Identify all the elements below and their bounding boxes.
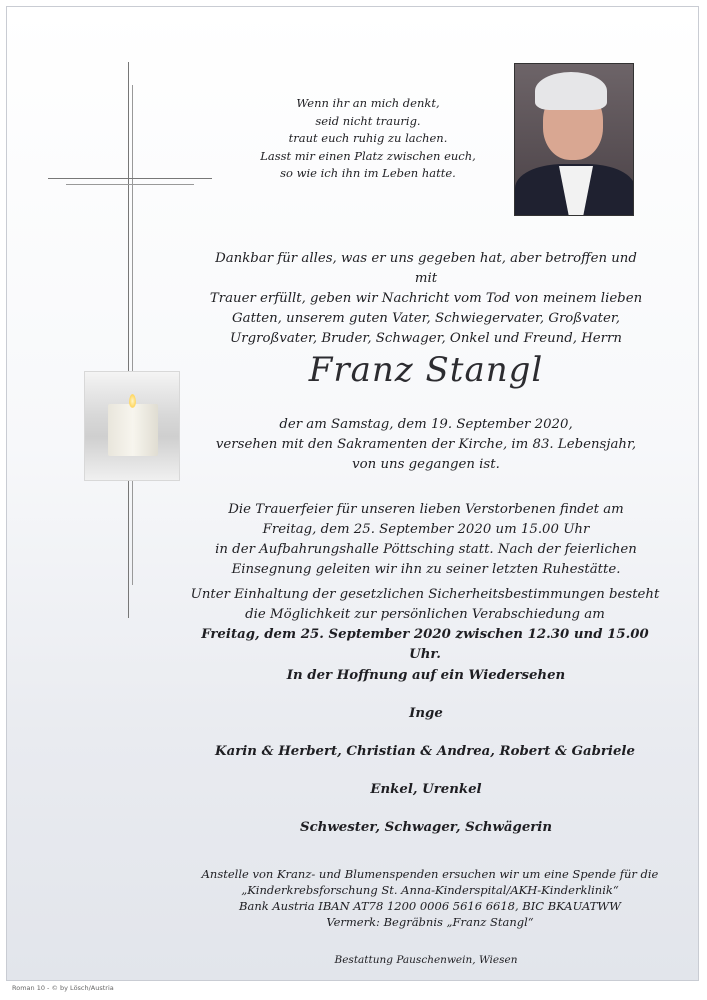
siblings: Schwester, Schwager, Schwägerin (299, 820, 553, 835)
candle-icon (108, 404, 158, 456)
funeral-line: Die Trauerfeier für unseren lieben Verstorbenen findet am (228, 502, 624, 517)
intro-line: Gatten, unserem guten Vater, Schwiegervater, Großvater, (232, 311, 620, 326)
farewell-date: Freitag, dem 25. September 2020 zwischen 12.30 und 15.00 Uhr. (201, 627, 649, 662)
poem (220, 95, 516, 183)
poem-line: seid nicht traurig. (315, 113, 421, 128)
grandchildren: Enkel, Urenkel (370, 782, 482, 797)
cross-vertical-line-inner (132, 85, 133, 585)
donation-line: Vermerk: Begräbnis „Franz Stangl“ (326, 915, 534, 929)
funeral-info (206, 500, 646, 580)
cross-horizontal-line-inner (66, 184, 194, 185)
safety-line: Unter Einhaltung der gesetzlichen Sicherheitsbestimmungen besteht (190, 587, 660, 602)
poem-line: traut euch ruhig zu lachen. (288, 131, 448, 145)
poem-line: Wenn ihr an mich denkt, (296, 96, 440, 110)
donation-line: „Kinderkrebsforschung St. Anna-Kinderspital/AKH-Kinderklinik“ (241, 883, 619, 897)
undertaker: Bestattung Pauschenwein, Wiesen (334, 954, 518, 966)
hope-line: In der Hoffnung auf ein Wiedersehen (286, 668, 566, 683)
safety-line: die Möglichkeit zur persönlichen Verabschiedung am (245, 607, 605, 622)
farewell-info (190, 585, 660, 665)
funeral-line: in der Aufbahrungshalle Pöttsching statt. Nach der feierlichen (215, 542, 637, 557)
death-line: der am Samstag, dem 19. September 2020, (279, 417, 573, 432)
donation-line: Anstelle von Kranz- und Blumenspenden ersuchen wir um eine Spende für die (201, 867, 659, 881)
deceased-name: Franz Stangl (308, 350, 544, 390)
cross-horizontal-line (48, 178, 212, 179)
candle-image (84, 371, 180, 481)
cross-vertical-line (128, 62, 129, 618)
template-footer: Roman 10 - © by Lösch/Austria (12, 984, 114, 992)
poem-line: so wie ich ihn im Leben hatte. (280, 166, 456, 180)
donation-line: Bank Austria IBAN AT78 1200 0006 5616 6618, BIC BKAUATWW (239, 899, 621, 913)
death-notice (206, 415, 646, 475)
death-line: versehen mit den Sakramenten der Kirche, im 83. Lebensjahr, (215, 437, 637, 452)
intro-line: Urgroßvater, Bruder, Schwager, Onkel und Freund, Herrn (230, 331, 622, 346)
flame-icon (129, 394, 136, 408)
funeral-line: Freitag, dem 25. September 2020 um 15.00 Uhr (262, 522, 590, 537)
poem-line: Lasst mir einen Platz zwischen euch, (260, 148, 476, 163)
portrait-photo (514, 63, 634, 216)
death-line: von uns gegangen ist. (352, 457, 500, 472)
intro-text (206, 249, 646, 349)
children-names: Karin & Herbert, Christian & Andrea, Robert & Gabriele (215, 744, 635, 759)
funeral-line: Einsegnung geleiten wir ihn zu seiner letzten Ruhestätte. (231, 562, 621, 577)
intro-line: Dankbar für alles, was er uns gegeben hat, aber betroffen und mit (215, 251, 637, 286)
spouse-name: Inge (409, 706, 443, 721)
intro-line: Trauer erfüllt, geben wir Nachricht vom Tod von meinem lieben (209, 291, 643, 306)
donation-request (200, 866, 660, 930)
